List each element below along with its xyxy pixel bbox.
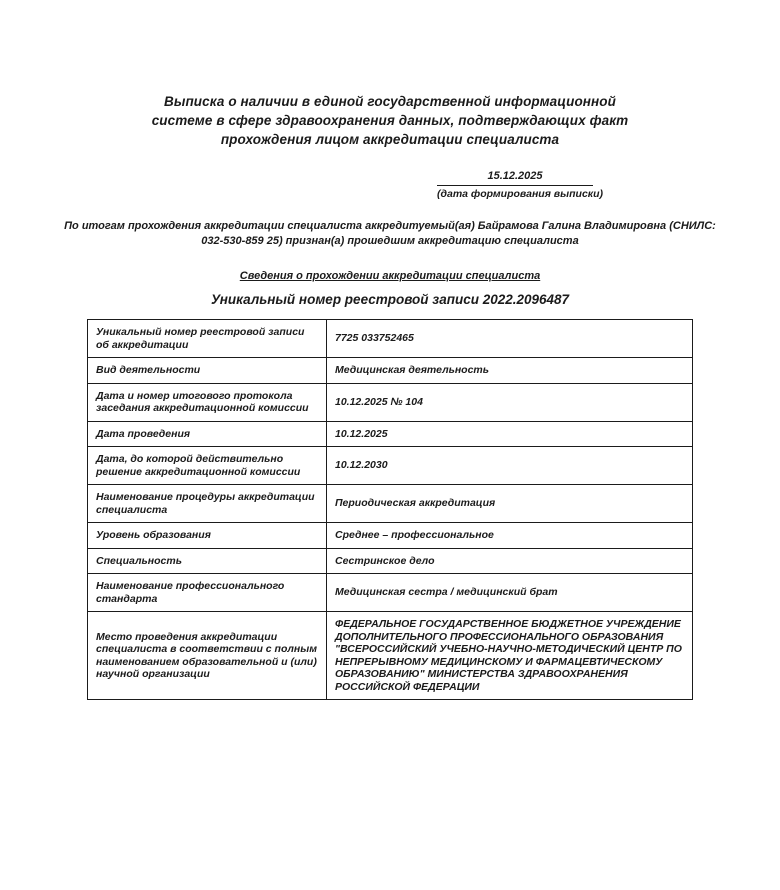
- row-value-cell: Периодическая аккредитация: [327, 485, 693, 523]
- table-row: [88, 447, 693, 485]
- issue-date-value: 15.12.2025: [437, 170, 593, 186]
- section-heading: Сведения о прохождении аккредитации специалиста: [239, 270, 541, 282]
- table-row: [88, 421, 693, 447]
- row-value-cell: Сестринское дело: [327, 548, 693, 574]
- row-label-cell: Специальность: [88, 548, 327, 574]
- title-line: прохождения лицом аккредитации специалиста: [220, 132, 560, 147]
- row-label-cell: Наименование профессионального стандарта: [88, 574, 327, 612]
- table-row: [88, 574, 693, 612]
- summary-paragraph: [0, 219, 780, 249]
- row-label-cell: Наименование процедуры аккредитации специалиста: [88, 485, 327, 523]
- row-value-cell: 10.12.2030: [327, 447, 693, 485]
- row-value-cell: Среднее – профессиональное: [327, 523, 693, 549]
- registry-number-line: Уникальный номер реестровой записи 2022.2096487: [210, 292, 570, 307]
- title-line: Выписка о наличии в единой государственной информационной: [163, 94, 616, 109]
- table-row: [88, 383, 693, 421]
- row-label-cell: Место проведения аккредитации специалиста в соответствии с полным наименованием образовательной и (или) научной организации: [88, 612, 327, 700]
- document-title: [0, 0, 780, 149]
- table-row: [88, 612, 693, 700]
- table-row: [88, 548, 693, 574]
- row-value-cell: Медицинская деятельность: [327, 358, 693, 384]
- row-value-cell: 7725 033752465: [327, 320, 693, 358]
- issue-date-block: [437, 170, 604, 200]
- accreditation-table: [87, 319, 693, 700]
- table-row: [88, 358, 693, 384]
- row-label-cell: Дата, до которой действительно решение аккредитационной комиссии: [88, 447, 327, 485]
- table-row: [88, 320, 693, 358]
- row-value-cell: 10.12.2025 № 104: [327, 383, 693, 421]
- row-label-cell: Дата проведения: [88, 421, 327, 447]
- title-line: системе в сфере здравоохранения данных, подтверждающих факт: [151, 113, 629, 128]
- row-value-cell: Медицинская сестра / медицинский брат: [327, 574, 693, 612]
- row-label-cell: Уровень образования: [88, 523, 327, 549]
- summary-line: По итогам прохождения аккредитации специалиста аккредитуемый(ая) Байрамова Галина Владимировна (СНИЛС:: [64, 220, 716, 232]
- row-label-cell: Уникальный номер реестровой записи об аккредитации: [88, 320, 327, 358]
- issue-date-caption: (дата формирования выписки): [437, 188, 604, 200]
- table-row: [88, 485, 693, 523]
- row-label-cell: Дата и номер итогового протокола заседания аккредитационной комиссии: [88, 383, 327, 421]
- summary-line: 032-530-859 25) признан(а) прошедшим аккредитацию специалиста: [201, 235, 579, 247]
- row-value-cell: 10.12.2025: [327, 421, 693, 447]
- row-label-cell: Вид деятельности: [88, 358, 327, 384]
- table-row: [88, 523, 693, 549]
- row-value-cell: ФЕДЕРАЛЬНОЕ ГОСУДАРСТВЕННОЕ БЮДЖЕТНОЕ УЧРЕЖДЕНИЕ ДОПОЛНИТЕЛЬНОГО ПРОФЕССИОНАЛЬНОГО ОБРАЗОВАНИЯ "ВСЕРОССИЙСКИЙ УЧЕБНО-НАУЧНО-МЕТОДИЧЕСКИЙ ЦЕНТР ПО НЕПРЕРЫВНОМУ МЕДИЦИНСКОМУ И ФАРМАЦЕВТИЧЕСКОМУ ОБРАЗОВАНИЮ" МИНИСТЕРСТВА ЗДРАВООХРАНЕНИЯ РОССИЙСКОЙ ФЕДЕРАЦИИ: [327, 612, 693, 700]
